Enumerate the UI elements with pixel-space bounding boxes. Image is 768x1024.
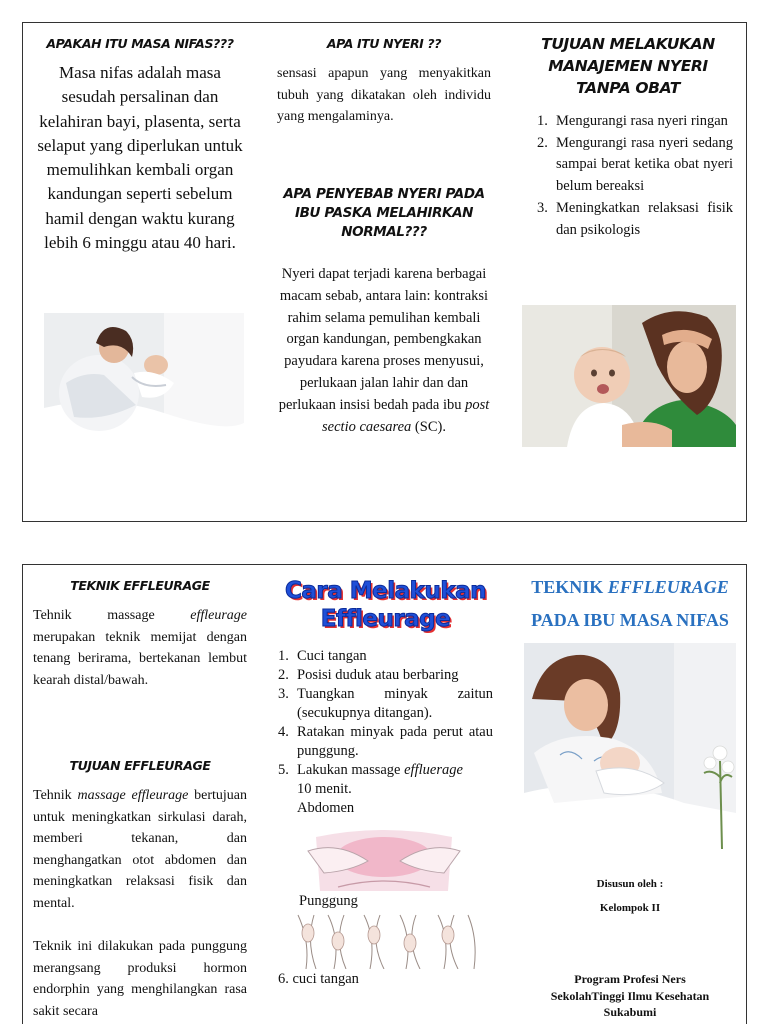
step-5 xyxy=(278,761,493,818)
tujuan-a: Tehnik xyxy=(33,788,72,803)
heading-apa-itu-nyeri: APA ITU NYERI ?? xyxy=(326,36,442,51)
column-masa-nifas xyxy=(33,23,247,521)
label-punggung: Punggung xyxy=(299,893,358,909)
penyebab-nyeri-text xyxy=(277,264,491,438)
goal-item-text: Mengurangi rasa nyeri sedang sampai berat ketika obat nyeri belum bereaksi xyxy=(556,134,733,195)
tujuan-b: bertujuan untuk meningkatkan sirkulasi darah, memberi tekanan, dan menghangatkan otot abdomen dan meningkatkan relaksasi fisik dan mental. xyxy=(33,788,248,911)
wordart-line-1: Cara Melakukan xyxy=(284,578,487,604)
leaflet-bottom-panel xyxy=(22,564,747,1024)
kelompok-label: Kelompok II xyxy=(599,902,661,914)
step-item-number: 1. xyxy=(278,648,289,664)
goal-list xyxy=(537,111,733,241)
nyeri-definition: sensasi apapun yang menyakitkan tubuh yang dikatakan oleh individu yang mengalaminya. xyxy=(277,66,491,125)
step-5-b: 10 menit. xyxy=(297,781,352,797)
label-abdomen: Abdomen xyxy=(297,800,355,816)
column-tujuan-manajemen xyxy=(520,23,736,521)
heading-teknik-effleurage: TEKNIK EFFLEURAGE xyxy=(70,578,210,593)
wordart-cara-melakukan-effleurage xyxy=(278,577,493,633)
step-item-number: 2. xyxy=(278,667,289,683)
cover-title-line-1 xyxy=(523,571,737,603)
goal-item xyxy=(537,133,733,198)
step-item xyxy=(278,723,493,761)
heading-apakah-masa-nifas: APAKAH ITU MASA NIFAS??? xyxy=(46,36,234,51)
column-teknik-effleurage xyxy=(33,565,247,1024)
photo-mother-holding-newborn xyxy=(44,313,244,439)
step-5-a: Lakukan massage xyxy=(297,762,401,778)
disusun-oleh: Disusun oleh : xyxy=(596,878,664,890)
goal-item xyxy=(537,198,733,241)
heading-penyebab-nyeri: APA PENYEBAB NYERI PADA IBU PASKA MELAHIRKAN NORMAL??? xyxy=(283,186,485,240)
column-cara-melakukan xyxy=(278,565,493,1024)
step-5-italic: effluerage xyxy=(404,762,463,778)
tujuan-italic: massage effleurage xyxy=(77,788,189,803)
goal-item-number: 1. xyxy=(537,113,548,129)
step-item xyxy=(278,685,493,723)
program-line-3: Sukabumi xyxy=(603,1005,657,1019)
column-nyeri xyxy=(277,23,491,521)
def-italic: effleurage xyxy=(190,608,247,623)
step-item-number: 3. xyxy=(278,686,289,702)
heading-tujuan-manajemen-nyeri: TUJUAN MELAKUKAN MANAJEMEN NYERI TANPA OBAT xyxy=(541,35,715,97)
photo-mother-crying-baby xyxy=(522,305,736,447)
def-a: Tehnik massage xyxy=(33,608,155,623)
step-item-text: Tuangkan minyak zaitun (secukupnya ditangan). xyxy=(297,686,493,721)
step-item-number: 4. xyxy=(278,724,289,740)
photo-mother-cradling-newborn xyxy=(524,643,736,849)
heading-tujuan-effleurage: TUJUAN EFFLEURAGE xyxy=(69,758,211,773)
penyebab-end: (SC). xyxy=(414,418,446,435)
goal-item-text: Meningkatkan relaksasi fisik dan psikologis xyxy=(556,199,733,238)
illustration-back-massage xyxy=(288,911,488,969)
goal-item-number: 3. xyxy=(537,199,548,216)
goal-item-text: Mengurangi rasa nyeri ringan xyxy=(556,113,728,129)
step-item xyxy=(278,666,493,685)
cover-title-line-2: PADA IBU MASA NIFAS xyxy=(531,610,729,630)
tujuan-effleurage-text xyxy=(33,785,247,915)
cover-title-italic: EFFLEURAGE xyxy=(607,577,729,597)
goal-item-number: 2. xyxy=(537,134,548,151)
wordart-line-2: Effleurage xyxy=(320,606,451,632)
column-cover xyxy=(523,565,737,1024)
masa-nifas-definition: Masa nifas adalah masa sesudah persalinan dan kelahiran bayi, plasenta, serta selaput yang diperlukan untuk memulihkan kembali organ kandungan seperti sebelum hamil dengan waktu kurang lebih 6 minggu atau 40 hari. xyxy=(37,63,243,253)
step-item-text: Cuci tangan xyxy=(297,648,367,664)
def-b: merupakan teknik memijat dengan tenang berirama, bertekanan lembut kearah distal/bawah. xyxy=(33,629,247,688)
goal-item xyxy=(537,111,733,133)
step-5-num: 5. xyxy=(278,762,289,778)
step-6: 6. cuci tangan xyxy=(278,971,359,987)
illustration-abdomen-massage xyxy=(298,827,470,891)
penyebab-main: Nyeri dapat terjadi karena berbagai macam sebab, antara lain: kontraksi rahim selama pemulihan kembali organ kandungan, pembengkakan payudara karena proses menyusui, perlukaan jalan lahir dan dan perlukaan insisi bedah pada ibu xyxy=(278,266,489,413)
effleurage-definition xyxy=(33,605,247,691)
step-item-text: Ratakan minyak pada perut atau punggung. xyxy=(297,724,493,759)
step-item xyxy=(278,647,493,666)
step-item-text: Posisi duduk atau berbaring xyxy=(297,667,459,683)
program-line-2: SekolahTinggi Ilmu Kesehatan xyxy=(550,988,710,1003)
penyebab-italic: post sectio caesarea xyxy=(322,396,490,435)
program-line-1: Program Profesi Ners xyxy=(574,972,686,986)
leaflet-top-panel xyxy=(22,22,747,522)
cover-title-a: TEKNIK xyxy=(531,577,604,597)
step-list xyxy=(278,647,493,761)
punggung-benefit-text: Teknik ini dilakukan pada punggung merangsang produksi hormon endorphin yang menghilangkan rasa sakit secara xyxy=(33,939,247,1019)
